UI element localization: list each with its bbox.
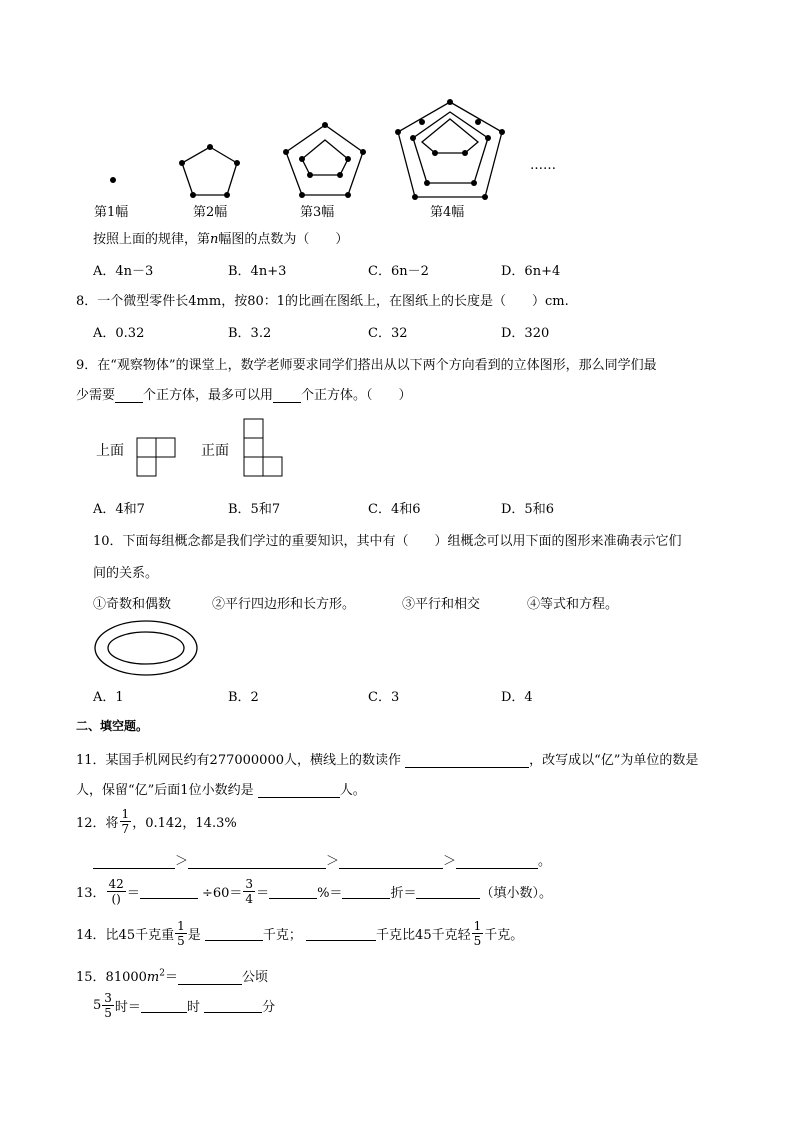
q7-option-c[interactable]: C．6n－2 (368, 264, 429, 279)
fig4-label: 第4幅 (430, 205, 465, 220)
q8-option-a[interactable]: A．0.32 (93, 326, 145, 341)
q14-stem: 14．比45千克重 $\frac{1}{5}$ 是 千克； 千克比45千克轻 $\frac{1}{5}$ 千克。 (76, 919, 524, 948)
fig4-pentagons (398, 102, 502, 197)
q10-item-1: ①奇数和偶数 (93, 597, 172, 612)
q14-fraction-1: $\frac{1}{5}$ (177, 919, 185, 948)
q13-stem: 13． $\frac{42}{()}$ ＝ ÷60＝ $\frac{3}{4}$ ＝ %＝ 折＝ （填小数）。 (76, 877, 552, 906)
q13-blank-2[interactable] (269, 884, 317, 899)
q8-option-b[interactable]: B．3.2 (228, 326, 272, 341)
q8-option-d[interactable]: D．320 (501, 326, 550, 341)
q15-fraction: $\frac{3}{5}$ (104, 991, 112, 1020)
q12-stem: 12．将 $\frac{1}{7}$ ，0.142，14.3% (76, 807, 237, 836)
q9-front-view (243, 418, 285, 478)
q9-blank-max[interactable] (273, 388, 301, 403)
q7-ellipsis: …… (530, 158, 556, 173)
q10-line2: 间的关系。 (93, 566, 159, 581)
q10-line1: 10．下面每组概念都是我们学过的重要知识，其中有（ ）组概念可以用下面的图形来准确表示它们 (93, 534, 682, 549)
q7-option-b[interactable]: B．4n+3 (228, 264, 287, 279)
q9-option-c[interactable]: C．4和6 (368, 502, 421, 517)
fig2-label: 第2幅 (193, 205, 228, 220)
q13-fraction-1: $\frac{42}{()}$ (108, 877, 124, 906)
q10-option-a[interactable]: A．1 (93, 690, 124, 705)
q12-fraction: $\frac{1}{7}$ (121, 807, 130, 836)
q10-option-c[interactable]: C．3 (368, 690, 400, 705)
q9-top-view (136, 437, 178, 479)
q13-fraction-2: $\frac{3}{4}$ (245, 877, 254, 906)
q7-option-a[interactable]: A．4n－3 (93, 264, 154, 279)
q10-item-2: ②平行四边形和长方形。 (212, 597, 356, 612)
q15-line2: 5 $\frac{3}{5}$ 时＝ 时 分 (93, 991, 276, 1020)
q9-blank-min[interactable] (115, 388, 143, 403)
q13-blank-3[interactable] (342, 884, 390, 899)
q9-option-b[interactable]: B．5和7 (228, 502, 281, 517)
q15-blank-hectare[interactable] (178, 970, 242, 985)
q10-option-d[interactable]: D．4 (501, 690, 533, 705)
q12-answer-line: ＞ ＞ ＞ 。 (93, 850, 551, 869)
q10-item-4: ④等式和方程。 (527, 597, 619, 612)
q10-nested-ellipses (92, 618, 202, 678)
q15-line1: 15．$81000m^2=$ 公顷 (76, 968, 268, 985)
q9-top-label: 上面 (96, 443, 124, 459)
q10-option-b[interactable]: B．2 (228, 690, 259, 705)
section2-title: 二、填空题。 (76, 719, 149, 733)
q14-blank-2[interactable] (306, 926, 376, 941)
q9-option-d[interactable]: D．5和6 (501, 502, 554, 517)
fig2-pentagon (182, 147, 237, 195)
q15-blank-minute[interactable] (204, 998, 262, 1013)
q15-blank-hour[interactable] (141, 998, 187, 1013)
q14-fraction-2: $\frac{1}{5}$ (473, 919, 482, 948)
q7-stem: 按照上面的规律，第n幅图的点数为（ ） (93, 232, 349, 247)
q9-option-a[interactable]: A．4和7 (93, 502, 145, 517)
q8-stem: 8．一个微型零件长4mm，按80：1的比画在图纸上，在图纸上的长度是（ ）cm. (76, 294, 569, 309)
q11-line1: 11．某国手机网民约有277000000人，横线上的数读作 ，改写成以“亿”为单位的数是 (76, 753, 699, 768)
q13-blank-4[interactable] (416, 884, 480, 899)
fig1-label: 第1幅 (94, 205, 129, 220)
q12-blank-2[interactable] (188, 854, 326, 869)
q8-option-c[interactable]: C．32 (368, 326, 408, 341)
q12-blank-4[interactable] (456, 854, 538, 869)
q7-pattern-figures (90, 95, 570, 205)
q10-item-3: ③平行和相交 (402, 597, 481, 612)
q12-blank-1[interactable] (93, 854, 175, 869)
q7-option-d[interactable]: D．6n+4 (501, 264, 561, 279)
q13-blank-1[interactable] (140, 884, 198, 899)
q9-front-label: 正面 (201, 443, 229, 459)
q12-blank-3[interactable] (339, 854, 443, 869)
fig3-pentagons (286, 125, 363, 195)
q11-line2: 人，保留“亿”后面1位小数约是 人。 (76, 783, 366, 798)
fig3-label: 第3幅 (300, 205, 335, 220)
q14-blank-1[interactable] (205, 926, 263, 941)
q9-line1: 9．在“观察物体”的课堂上，数学老师要求同学们搭出从以下两个方向看到的立体图形，那么同学们最 (76, 358, 657, 373)
q11-blank-round[interactable] (258, 783, 340, 798)
q11-blank-read[interactable] (405, 753, 529, 768)
q9-line2: 少需要 个正方体，最多可以用 个正方体。（ ） (76, 388, 412, 403)
fig1-dot (110, 177, 116, 183)
